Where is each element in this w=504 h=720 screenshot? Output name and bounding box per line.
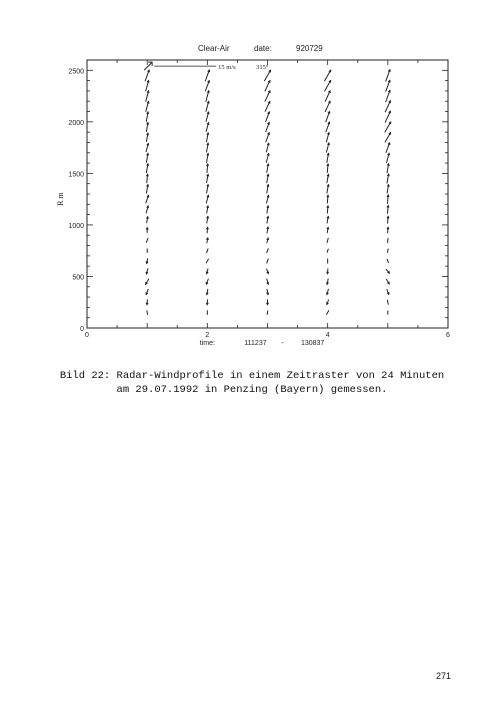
wind-arrow: [266, 154, 269, 163]
wind-arrow: [266, 143, 269, 152]
arrow-shaft: [386, 70, 390, 81]
wind-arrow: [206, 289, 208, 294]
wind-arrow: [206, 112, 209, 121]
arrow-shaft: [266, 112, 270, 122]
arrow-shaft: [326, 122, 330, 132]
wind-arrow: [207, 153, 209, 162]
wind-arrow: [327, 164, 329, 172]
arrow-shaft: [205, 70, 209, 81]
wind-arrow: [146, 228, 148, 233]
time-end-label: 130837: [300, 340, 325, 347]
wind-arrow: [387, 227, 389, 232]
wind-arrow: [146, 217, 148, 223]
wind-arrow: [327, 311, 329, 315]
wind-arrow: [206, 123, 209, 132]
arrow-shaft: [327, 238, 328, 242]
wind-arrow: [266, 300, 268, 305]
wind-arrow: [327, 174, 329, 182]
wind-arrow: [146, 259, 148, 264]
arrow-shaft: [267, 311, 268, 315]
wind-arrow: [267, 249, 268, 253]
wind-arrow: [387, 164, 389, 173]
arrow-shaft: [327, 311, 329, 315]
reference-direction-label: 315°: [256, 64, 269, 72]
wind-arrow: [146, 81, 149, 92]
wind-arrow: [146, 144, 149, 152]
chart-axes: [87, 60, 448, 328]
wind-arrow: [386, 70, 390, 81]
wind-arrow: [267, 174, 269, 182]
wind-arrow: [267, 206, 269, 213]
wind-arrow: [267, 311, 268, 315]
wind-arrow: [385, 133, 390, 142]
wind-arrow: [325, 101, 330, 111]
wind-arrow: [146, 91, 149, 102]
wind-arrow: [327, 185, 329, 193]
wind-arrow: [145, 70, 149, 81]
wind-arrow: [146, 300, 148, 305]
y-tick-label: 1000: [68, 222, 84, 230]
wind-arrow: [267, 216, 269, 223]
x-tick-label: 4: [325, 332, 330, 339]
reference-vector: [144, 62, 269, 71]
wind-arrow: [206, 227, 208, 232]
arrow-shaft: [387, 300, 388, 304]
plot-frame: [87, 60, 448, 328]
wind-arrow: [267, 259, 268, 263]
wind-arrow: [386, 279, 389, 284]
wind-arrow: [265, 81, 270, 91]
wind-arrow: [146, 269, 148, 274]
wind-arrow: [206, 91, 209, 102]
wind-arrow: [387, 259, 388, 262]
x-tick-label: 2: [205, 332, 210, 339]
wind-arrow: [385, 111, 390, 122]
wind-arrow: [327, 238, 328, 242]
wind-arrow: [266, 133, 270, 142]
chart-labels: [56, 68, 450, 347]
wind-arrow: [386, 269, 389, 273]
wind-arrow: [146, 206, 148, 213]
wind-arrow: [147, 311, 148, 315]
arrow-shaft: [265, 101, 270, 111]
wind-arrow: [387, 174, 389, 183]
y-tick-label: 500: [72, 274, 84, 282]
wind-arrow: [327, 269, 329, 274]
wind-arrow: [267, 164, 269, 172]
page-number: 271: [436, 671, 452, 681]
wind-arrow: [265, 91, 270, 101]
arrow-shaft: [325, 101, 330, 111]
wind-arrow: [325, 91, 330, 101]
chart-header-date-label: date:: [254, 44, 272, 53]
x-tick-label: 6: [446, 332, 450, 339]
wind-arrow: [387, 300, 388, 304]
wind-arrow: [146, 123, 148, 132]
figure-caption-line-2: am 29.07.1992 in Penzing (Bayern) gemessen.: [116, 384, 388, 396]
wind-arrow: [327, 227, 329, 232]
arrow-shaft: [325, 81, 331, 91]
y-tick-label: 0: [80, 326, 84, 333]
wind-arrow: [327, 216, 329, 223]
wind-arrow: [206, 238, 208, 243]
wind-arrow: [207, 133, 209, 142]
arrow-shaft: [385, 122, 391, 132]
wind-arrow: [326, 279, 328, 284]
wind-arrow: [207, 185, 209, 193]
arrow-shaft: [386, 90, 390, 101]
wind-arrow: [326, 133, 329, 142]
wind-arrow: [206, 279, 208, 284]
time-separator: -: [281, 340, 284, 347]
wind-arrow: [146, 238, 147, 242]
arrow-shaft: [147, 311, 148, 315]
wind-arrow: [146, 289, 148, 294]
wind-arrow: [327, 153, 329, 162]
wind-arrow: [206, 300, 208, 305]
wind-arrow: [146, 101, 149, 111]
wind-arrows: [144, 62, 391, 314]
wind-arrow: [146, 153, 148, 162]
wind-arrow: [264, 70, 270, 80]
wind-arrow: [205, 70, 209, 81]
arrow-shaft: [385, 101, 390, 112]
arrow-shaft: [387, 259, 388, 262]
arrow-shaft: [264, 70, 270, 80]
wind-arrow: [206, 269, 208, 274]
wind-arrow: [326, 300, 328, 305]
arrow-shaft: [206, 259, 208, 263]
wind-arrow: [385, 101, 390, 112]
reference-arrow: [144, 62, 152, 70]
arrow-shaft: [325, 70, 331, 80]
chart-header-title: Clear-Air: [198, 44, 230, 53]
wind-arrow: [146, 133, 148, 141]
wind-arrow: [207, 174, 209, 182]
wind-arrow: [206, 101, 209, 111]
arrow-shaft: [146, 238, 147, 242]
arrow-shaft: [265, 81, 270, 91]
time-start-label: 111237: [244, 340, 267, 347]
arrow-shaft: [267, 259, 268, 263]
wind-arrow: [206, 195, 209, 203]
y-tick-label: 2000: [68, 119, 84, 127]
wind-arrow: [266, 112, 270, 122]
wind-arrow: [387, 206, 389, 214]
arrow-shaft: [145, 70, 149, 81]
arrow-shaft: [207, 249, 208, 253]
arrow-shaft: [265, 91, 270, 101]
wind-arrow: [266, 195, 269, 203]
wind-arrow: [205, 81, 209, 91]
wind-arrow: [267, 289, 269, 294]
wind-arrow: [326, 112, 330, 122]
wind-arrow: [206, 259, 208, 263]
chart-header-date-value: 920729: [296, 44, 323, 53]
arrow-shaft: [205, 81, 209, 91]
arrow-shaft: [386, 143, 390, 153]
wind-arrow: [207, 206, 209, 213]
wind-arrow: [267, 227, 269, 233]
wind-arrow: [327, 195, 329, 203]
arrow-shaft: [327, 249, 328, 252]
wind-arrow: [327, 249, 328, 252]
x-axis-label: time:: [199, 340, 215, 347]
wind-arrow: [387, 216, 389, 223]
arrow-shaft: [386, 80, 390, 91]
arrow-shaft: [267, 249, 268, 253]
wind-arrow: [266, 122, 270, 131]
y-tick-label: 2500: [68, 68, 84, 76]
wind-arrow: [267, 238, 269, 243]
wind-arrow: [325, 81, 331, 91]
arrow-shaft: [388, 249, 389, 252]
wind-arrow: [207, 216, 209, 223]
wind-arrow: [267, 279, 269, 284]
wind-arrow: [388, 249, 389, 252]
wind-arrow: [207, 143, 209, 152]
arrow-shaft: [385, 111, 390, 122]
wind-arrow: [386, 90, 390, 101]
wind-arrow: [267, 185, 269, 193]
wind-arrow: [146, 185, 148, 193]
reference-speed-label: 15 m/s: [218, 64, 236, 72]
wind-arrow: [387, 289, 389, 294]
wind-arrow: [325, 70, 331, 80]
wind-arrow: [387, 195, 389, 203]
y-tick-label: 1500: [68, 171, 84, 179]
wind-arrow: [146, 112, 148, 122]
wind-arrow: [146, 279, 149, 284]
wind-arrow: [326, 289, 328, 294]
wind-arrow: [326, 143, 329, 152]
wind-arrow: [386, 143, 390, 153]
figure-caption-line-1: Bild 22: Radar-Windprofile in einem Zeitraster von 24 Minuten: [59, 370, 445, 382]
wind-arrow: [146, 195, 149, 202]
wind-arrow: [386, 80, 390, 91]
arrow-shaft: [385, 133, 390, 142]
arrow-shaft: [326, 112, 330, 122]
wind-arrow: [387, 153, 390, 162]
wind-arrow: [207, 249, 208, 253]
wind-arrow: [206, 164, 208, 172]
arrow-shaft: [325, 91, 330, 101]
wind-arrow: [387, 185, 389, 193]
wind-arrow: [385, 122, 391, 132]
wind-arrow: [265, 101, 270, 111]
wind-arrow: [146, 174, 148, 182]
wind-arrow: [267, 269, 269, 274]
x-tick-label: 0: [85, 332, 89, 339]
wind-arrow: [326, 122, 330, 132]
wind-arrow: [146, 164, 148, 173]
wind-arrow: [327, 206, 329, 213]
y-axis-label: R m: [56, 192, 65, 206]
